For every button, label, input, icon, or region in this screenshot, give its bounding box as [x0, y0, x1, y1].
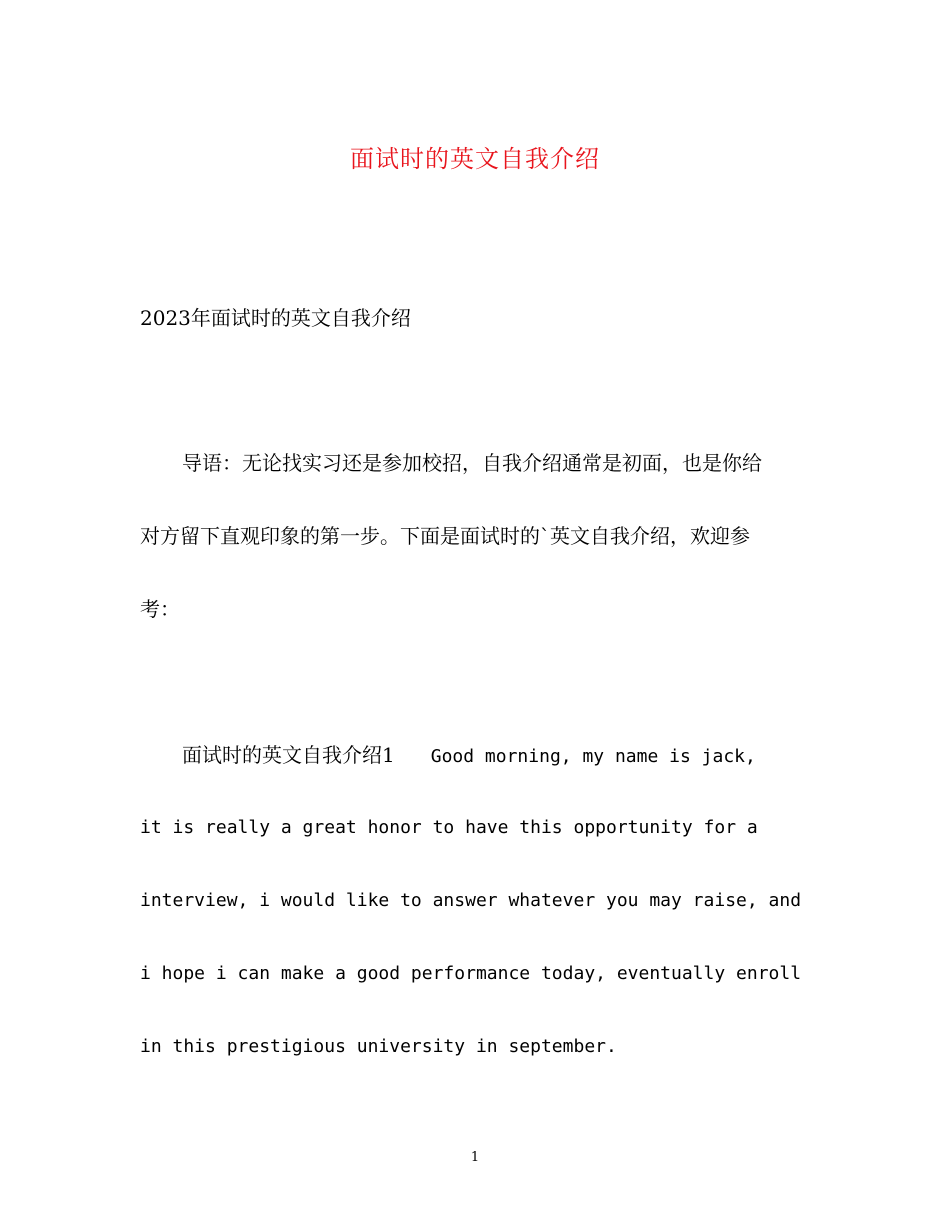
intro-line-2: 对方留下直观印象的第一步。下面是面试时的`英文自我介绍，欢迎参 — [140, 524, 750, 548]
body-line-2: it is really a great honor to have this opportunity for a — [140, 817, 758, 838]
body-line-5: in this prestigious university in september. — [140, 1036, 617, 1057]
body-line-1: Good morning, my name is jack, — [430, 746, 756, 767]
section-heading: 面试时的英文自我介绍1 — [182, 743, 395, 767]
intro-line-1: 导语：无论找实习还是参加校招，自我介绍通常是初面，也是你给 — [182, 451, 762, 475]
page-number: 1 — [470, 1150, 480, 1165]
intro-line-3: 考： — [140, 597, 180, 621]
body-line-3: interview, i would like to answer whatever you may raise, and — [140, 890, 802, 911]
section-1-first-line — [182, 740, 862, 772]
document-title: 面试时的英文自我介绍 — [350, 145, 600, 173]
body-line-4: i hope i can make a good performance today, eventually enroll — [140, 963, 802, 984]
document-subtitle: 2023年面试时的英文自我介绍 — [140, 306, 411, 330]
